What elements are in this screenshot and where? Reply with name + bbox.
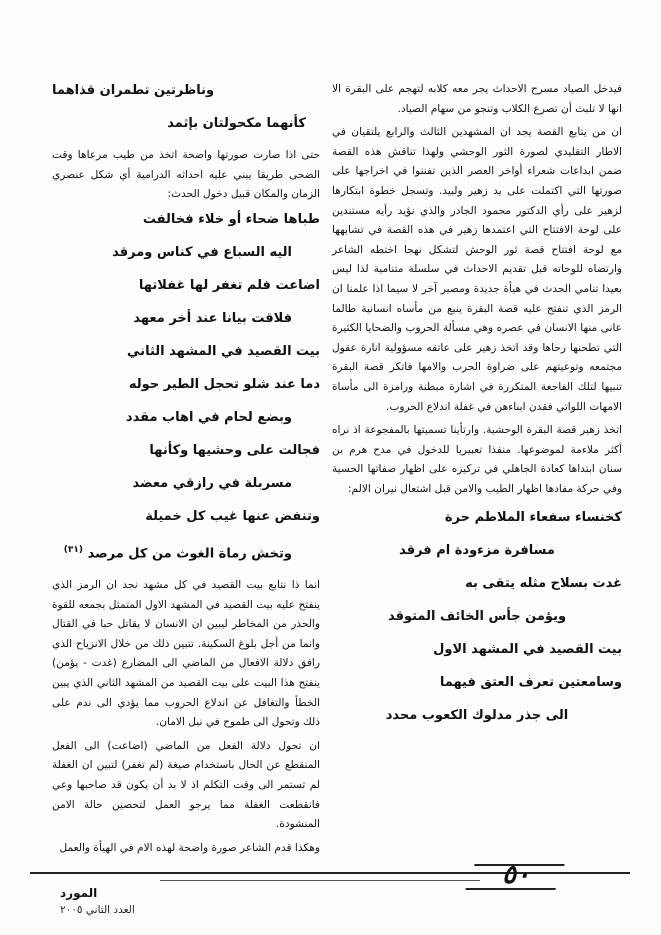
paragraph: وهكذا قدم الشاعر صورة واضحة لهذه الام في الهيأة والعمل (59, 841, 320, 854)
verse-line: اليه السباع في كناس ومرقد (112, 244, 292, 260)
verse-line: وبضع لحام في اهاب مقدد (125, 409, 292, 425)
paragraph: ان من يتابع القصة يجد ان المشهدين الثالث والرابع يلتقيان في الاطار التقليدي لصورة الثور الوحشي ولهذا تناقش هذه القصة ضمن ابداعات شعراء أواخر العصر الذين تفننوا في اخراجها على صورتها التي اكتملت على يد زهير ولبيد. وتسجل خطوة ابتكارها لزهير على رأي الدكتور محمود الجادر والذي نؤيد رأيه مستندين على لوحة الافتتاح التي اعتمدها زهير في هذه القصة في تشابهها مع لوحة افتتاح قصة ثور الوحش لتشكل نهجا اختطه الشاعر وارتضاه للوحاته قبل تقديم الاحداث في سلسلة متنامية لذا ليس بعيدا تنامي الحدث في هيأة جديدة ومصير آخر لا سيما اذا علمنا ان الرمز الذي تنفتح عليه قصة البقرة ينبع من مأساه انسانية طالما عانى منها الانسان في عصره وهي مسألة الحروب والضحايا الكثيرة التي تطحنها رحاها وقد اتخذ زهير على عاتقه مسؤولية انارة عقول مجتمعه وتوعيتهم على ضراوة الحرب والامها فاتكر قصة البقرة تنبيها لتلك الفاجعة المتكررة في اشارة مبطنة ورامزة الى مأساة الامهات اللواتي فقدن ابناءهن في غفلة اندلاع الحروب. (332, 126, 622, 413)
right-column (332, 80, 622, 738)
issue-label: العدد الثاني ٢٠٠٥ (60, 904, 135, 916)
verse-line: ويؤمن جأس الخائف المتوقد (387, 609, 567, 625)
verse-line: وتنفض عنها غيب كل خميلة (145, 508, 320, 524)
left-column (52, 80, 320, 862)
paragraph: ان تحول دلالة الفعل من الماضي (اضاعت) الى الفعل المنقطع عن الحال باستخدام صيغة (لم تغفر) لتبين ان الغفلة لم تستمر الى وقت التكلم اذ لا بد أن يكون قد صاحبها وعي فانقطعت الغفلة مما يرجو العمل لتحصين حالة الامن المنشودة. (52, 739, 320, 831)
verse-line: الى جذر مدلوك الكعوب محدد (385, 708, 569, 724)
paragraph: حتى اذا صارت صورتها واضحة اتخذ من طيب مرعاها وقت الضحى طريقا يبني عليه احداثه الدرامية أي شكل عنصري الزمان والمكان قبيل دخول الحدث: (52, 149, 320, 201)
verse-line: مسربلة في رازقي معضد (132, 475, 292, 491)
magazine-name: المورد (60, 886, 98, 900)
verse-line: فجالت على وحشيها وكأنها (149, 442, 320, 458)
verse-line: فلاقت بيانا عند أخر معهد (133, 310, 292, 326)
verse-text: وتخش رماة الغوث من كل مرصد (87, 546, 292, 562)
verse-line: اضاعت فلم تغفر لها غفلاتها (138, 277, 320, 293)
verse-line: مسافرة مزءودة ام فرقد (399, 543, 555, 559)
verse-line: كأنهما مكحولتان بإثمد (167, 116, 306, 131)
paragraph: اتخذ زهير قصة البقرة الوحشية. وارتأينا تسميتها بالمفجوعة اذ نراه أكثر ملاءمة لموضوعها. منفذا تعبيريا للدخول في مدح هرم بن سنان ابتداها كعادة الجاهلي في تركيزه على اظهار صفاتها الحسية وفي حركة مفادها اظهار الطيب والامن قبل اشتعال نيران الالم: (332, 424, 622, 495)
verse-line (52, 539, 320, 565)
verse-line: وسامعتين تعرف العتق فيهما (439, 675, 622, 691)
paragraph: فيدخل الصياد مسرح الاحداث يجر معه كلابه لتهجم على البقرة الا انها لا تلبث أن تصرع الكلاب وتنجو من سهام الصياد. (332, 83, 622, 115)
verse-line: وناظرتين تطمران قذاهما (52, 83, 215, 98)
verse-heading: بيت القصيد في المشهد الثاني (127, 343, 320, 359)
verse-heading: بيت القصيد في المشهد الاول (433, 642, 622, 658)
verse-line: غدت بسلاح مثله يتقى به (465, 576, 622, 592)
paragraph: انما ذا نتابع بيت القصيد في كل مشهد نجد ان الرمز الذي ينفتح عليه بيت القصيد في المشهد الاول المتمثل بجمعه للقوة والحذر من المخاطر ليبين ان الانسان لا يقاتل حبا في القتال وانما من أجل بلوغ السكينة. تتبين ذلك من خلال الانزياح الذي رافق دلالة الافعال من الماضي الى المضارع (غدت - يؤمن) ينفتح هذا البيت على بيت القصيد من المشهد الثاني الذي يبين الخطأ والتغافل عن اندلاع الحروب مما يؤدي الى ندم على ذلك وتحول الى طموح في نيل الامان. (52, 579, 320, 729)
verse-line: دما عند شلو تحجل الطير حوله (128, 376, 320, 392)
verse-line: طباها ضحاء أو خلاء فخالفت (142, 211, 320, 227)
verse-line: كخنساء سفعاء الملاطم حرة (444, 510, 622, 526)
page-number: ٥٠ (502, 860, 530, 890)
footnote-marker: (٣١) (63, 544, 84, 555)
footer-rule-thin (160, 880, 480, 881)
